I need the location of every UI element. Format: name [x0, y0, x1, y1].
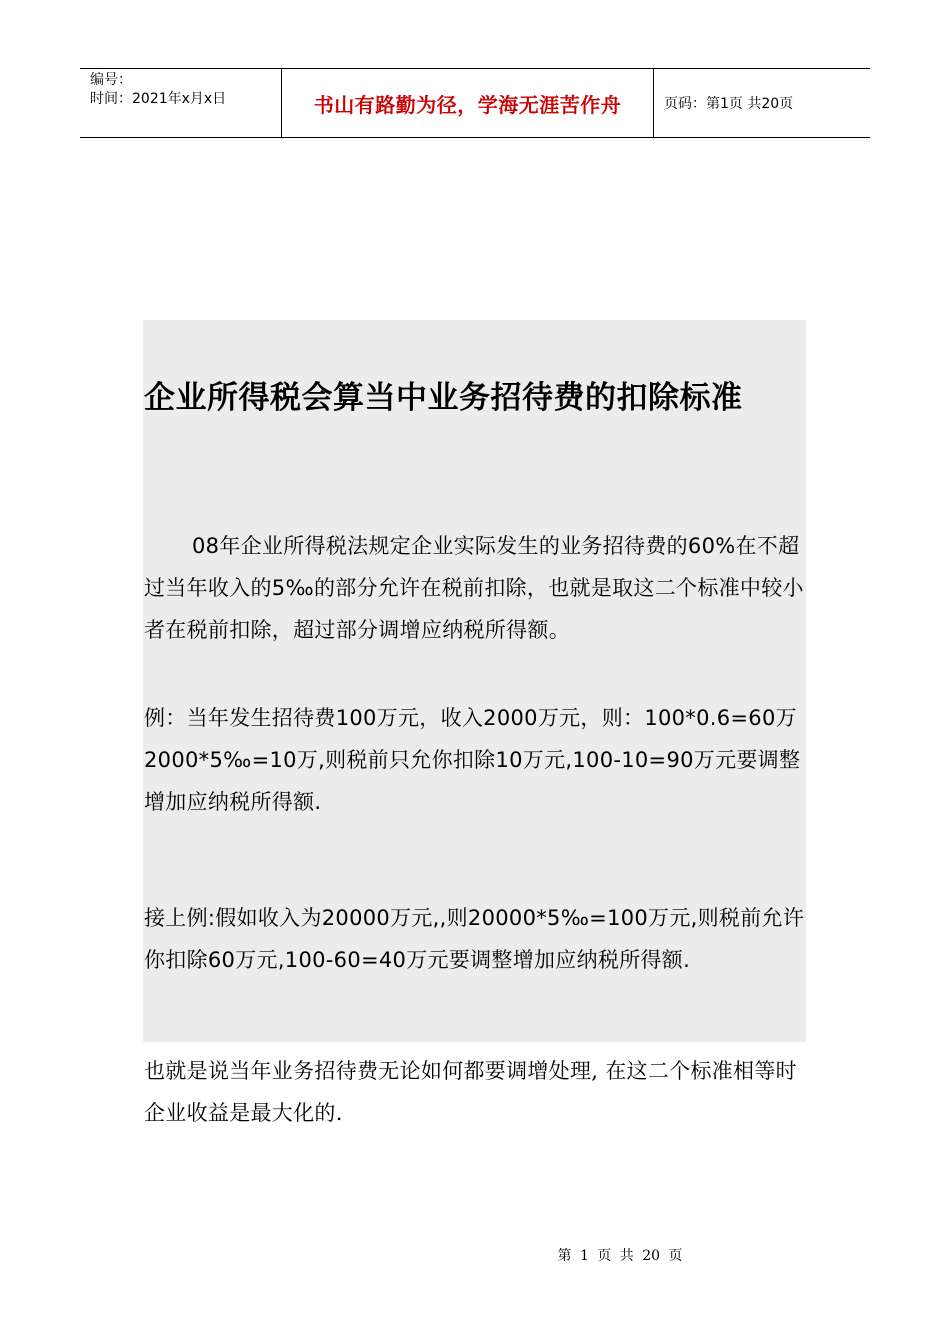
- paragraph-continued-example: 接上例:假如收入为20000万元,,则20000*5‰=100万元,则税前允许你扣除60万元,100-60=40万元要调整增加应纳税所得额.: [144, 906, 805, 972]
- page-footer: 第 1 页 共 20 页: [557, 1248, 683, 1264]
- document-header: [80, 68, 870, 138]
- paragraph-example: 例：当年发生招待费100万元，收入2000万元，则：100*0.6=60万 2000*5‰=10万,则税前只允你扣除10万元,100-10=90万元要调整增加应纳税所得额.: [144, 706, 801, 814]
- header-page-info: 页码：第1页 共20页: [664, 96, 794, 112]
- header-meta: [80, 69, 282, 137]
- article-title: 企业所得税会算当中业务招待费的扣除标准: [144, 380, 743, 416]
- header-motto: 书山有路勤为径，学海无涯苦作舟: [282, 69, 654, 137]
- code-label: 编号：: [90, 72, 132, 88]
- paragraph-conclusion: 也就是说当年业务招待费无论如何都要调增处理, 在这二个标准相等时企业收益是最大化的.: [144, 1059, 797, 1125]
- paragraph-regulation: 08年企业所得税法规定企业实际发生的业务招待费的60%在不超过当年收入的5‰的部分允许在税前扣除，也就是取这二个标准中较小者在税前扣除，超过部分调增应纳税所得额。: [144, 534, 804, 642]
- time-label: 时间：2021年x月x日: [90, 91, 227, 107]
